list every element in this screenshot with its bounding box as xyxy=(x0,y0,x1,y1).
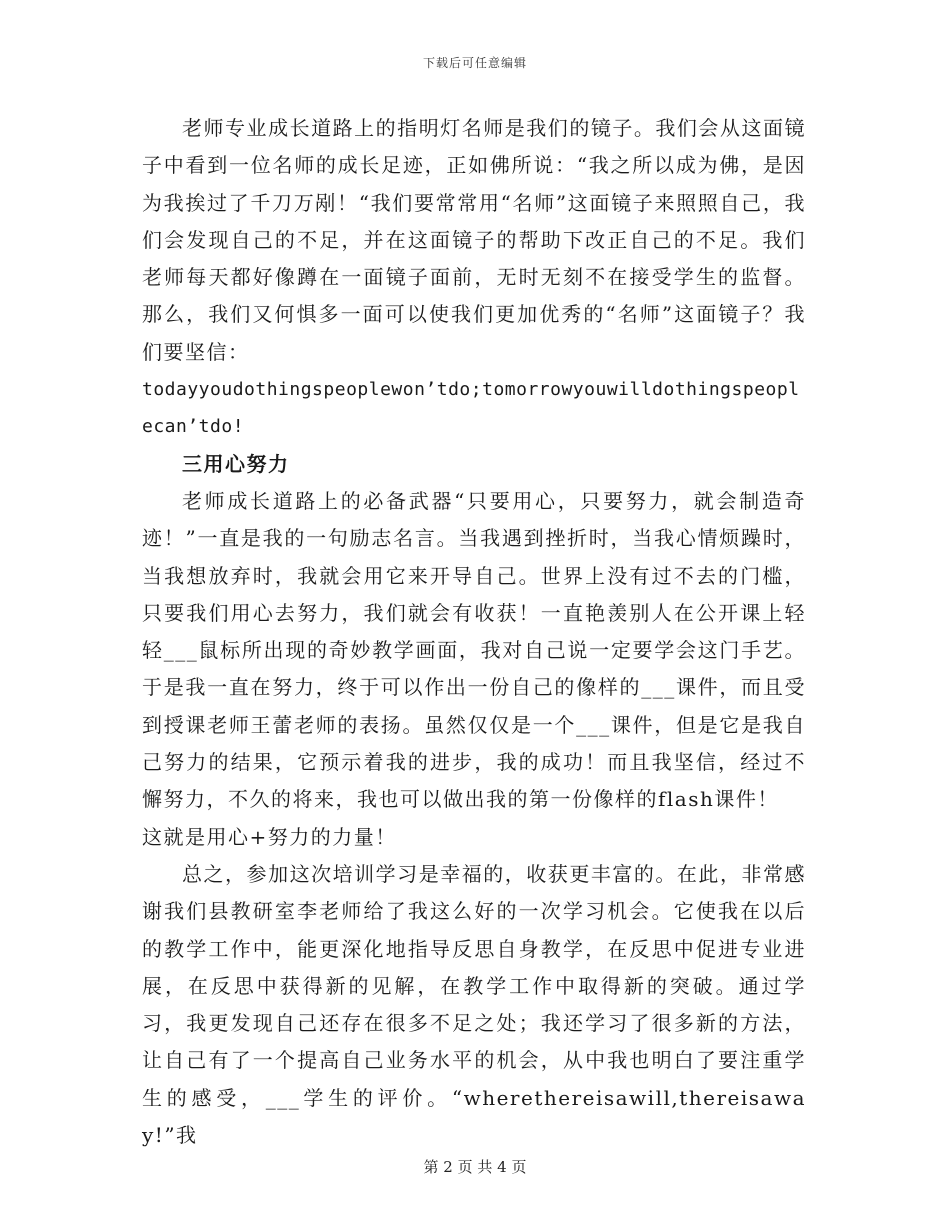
paragraph-famous-teacher-mirror: 老师专业成长道路上的指明灯名师是我们的镜子。我们会从这面镜子中看到一位名师的成长足迹，正如佛所说：“我之所以成为佛，是因为我挨过了千刀万剐！“我们要常常用“名师”这面镜子来照照自己，我们会发现自己的不足，并在这面镜子的帮助下改正自己的不足。我们老师每天都好像蹲在一面镜子面前，无时无刻不在接受学生的监督。那么，我们又何惧多一面可以使我们更加优秀的“名师”这面镜子？我们要坚信： xyxy=(142,116,806,364)
paragraph-english-quote: todayyoudothingspeoplewon’tdo;tomorrowyouwilldothingspeoplecan’tdo! xyxy=(142,379,800,438)
paragraph-effort-tail: 这就是用心+努力的力量！ xyxy=(142,824,397,849)
paragraph-effort: 老师成长道路上的必备武器“只要用心，只要努力，就会制造奇迹！”一直是我的一句励志名言。当我遇到挫折时，当我心情烦躁时，当我想放弃时，我就会用它来开导自己。世界上没有过不去的门槛，只要我们用心去努力，我们就会有收获！一直艳羡别人在公开课上轻轻___鼠标所出现的奇妙教学画面，我对自己说一定要学会这门手艺。于是我一直在努力，终于可以作出一份自己的像样的___课件，而且受到授课老师王蕾老师的表扬。虽然仅仅是一个___课件，但是它是我自己努力的结果，它预示着我的进步，我的成功！而且我坚信，经过不懈努力，不久的将来，我也可以做出我的第一份像样的flash课件！ xyxy=(142,488,806,812)
paragraph-conclusion: 总之，参加这次培训学习是幸福的，收获更丰富的。在此，非常感谢我们县教研室李老师给了我这么好的一次学习机会。它使我在以后的教学工作中，能更深化地指导反思自身教学，在反思中促进专业进展，在反思中获得新的见解，在教学工作中取得新的突破。通过学习，我更发现自己还存在很多不足之处；我还学习了很多新的方法，让自己有了一个提高自己业务水平的机会，从中我也明白了要注重学生的感受，___学生的评价。“wherethereisawill,thereisaway!”我 xyxy=(142,861,806,1148)
document-body xyxy=(142,110,806,1154)
page-header: 下载后可任意编辑 xyxy=(422,56,527,70)
section-heading: 三用心努力 xyxy=(182,451,290,476)
page-number: 第 2 页 共 4 页 xyxy=(423,1158,527,1176)
